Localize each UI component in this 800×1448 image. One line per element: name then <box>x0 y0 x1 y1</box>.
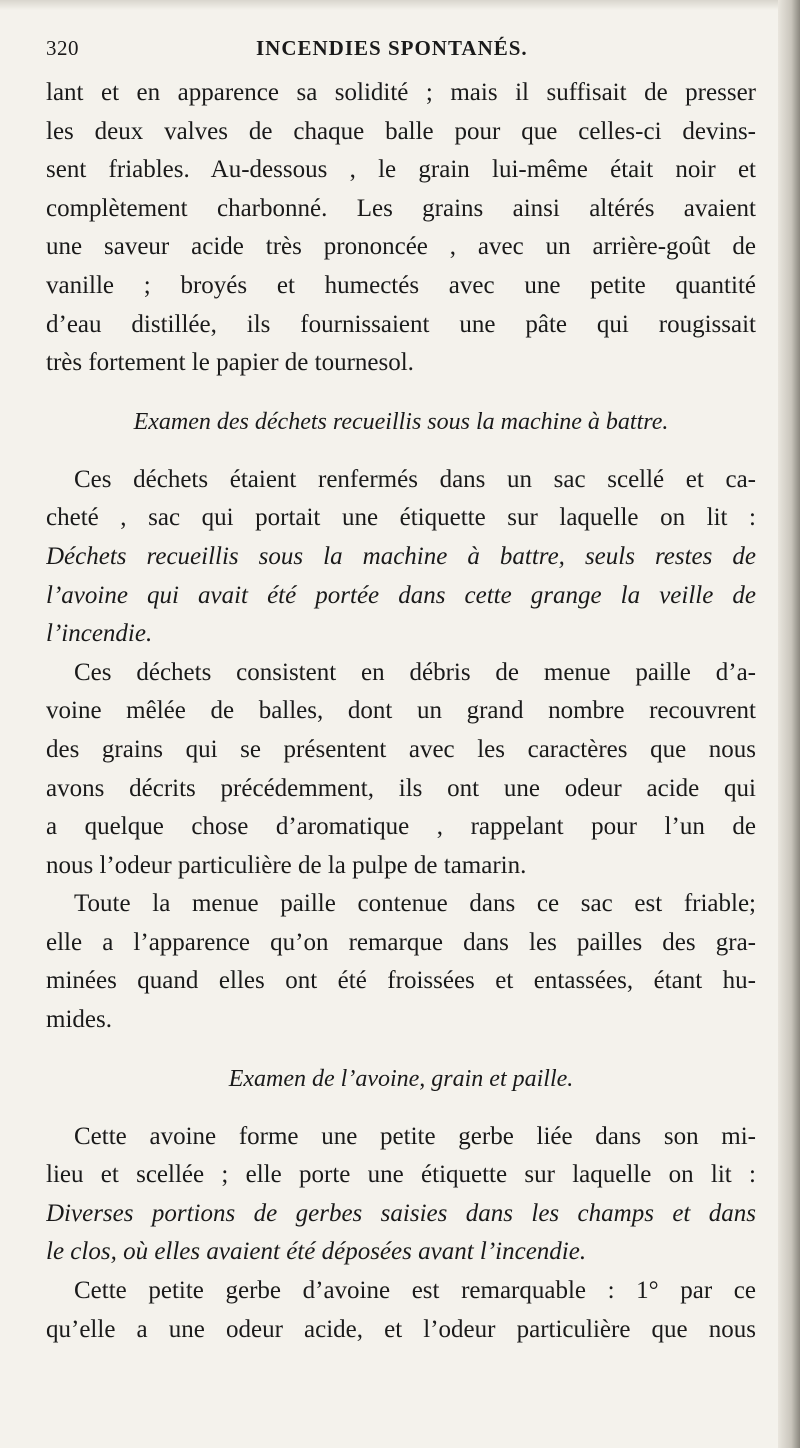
section-heading-avoine: Examen de l’avoine, grain et paille. <box>228 1065 574 1092</box>
page-number: 320 <box>46 36 79 60</box>
text-line: Cette avoine forme une petite gerbe liée dans son mi- <box>74 1122 756 1150</box>
paragraph-grain-description <box>46 74 756 383</box>
book-page <box>46 30 756 1349</box>
text-line: des grains qui se présentent avec les caractères que nous <box>46 735 756 763</box>
paragraph-sac-dechets <box>46 461 756 654</box>
text-line: sent friables. Au-dessous , le grain lui-même était noir et <box>46 156 756 184</box>
text-line: voine mêlée de balles, dont un grand nombre recouvrent <box>46 697 756 725</box>
page-fore-edge <box>778 0 800 1448</box>
text-line: elle a l’apparence qu’on remarque dans les pailles des gra- <box>46 928 756 956</box>
text-line: Ces déchets consistent en débris de menue paille d’a- <box>74 658 756 686</box>
paragraph-gerbe <box>46 1118 756 1272</box>
text-line: Cette petite gerbe d’avoine est remarquable : 1° par ce <box>74 1277 756 1305</box>
text-line: lieu et scellée ; elle porte une étiquette sur laquelle on lit : <box>46 1161 756 1189</box>
text-line: Ces déchets étaient renfermés dans un sac scellé et ca- <box>74 465 756 493</box>
running-title: INCENDIES SPONTANÉS. <box>256 36 528 60</box>
text-line: a quelque chose d’aromatique , rappelant pour l’un de <box>46 813 756 841</box>
text-line: minées quand elles ont été froissées et entassées, étant hu- <box>46 967 756 995</box>
text-line: vanille ; broyés et humectés avec une petite quantité <box>46 271 756 299</box>
text-line: lant et en apparence sa solidité ; mais il suffisait de presser <box>46 79 756 106</box>
label-quote-line: le clos, où elles avaient été déposées avant l’incendie. <box>46 1238 587 1266</box>
text-line: avons décrits précédemment, ils ont une odeur acide qui <box>46 774 756 802</box>
label-quote-line: l’avoine qui avait été portée dans cette grange la veille de <box>46 581 756 609</box>
text-line: les deux valves de chaque balle pour que celles-ci devins- <box>46 117 756 145</box>
text-line: complètement charbonné. Les grains ainsi altérés avaient <box>46 194 756 222</box>
paragraph-menue-paille <box>46 885 756 1039</box>
section-heading-dechets: Examen des déchets recueillis sous la machine à battre. <box>133 408 669 435</box>
running-head <box>46 30 756 74</box>
label-quote-line: l’incendie. <box>46 620 153 648</box>
text-line: qu’elle a une odeur acide, et l’odeur particulière que nous <box>46 1315 756 1343</box>
text-line: mides. <box>46 1006 112 1034</box>
paragraph-debris <box>46 654 756 886</box>
text-line: cheté , sac qui portait une étiquette sur laquelle on lit : <box>46 504 756 532</box>
text-line: une saveur acide très prononcée , avec un arrière-goût de <box>46 233 756 261</box>
label-quote-line: Déchets recueillis sous la machine à battre, seuls restes de <box>46 542 756 570</box>
text-line: nous l’odeur particulière de la pulpe de tamarin. <box>46 851 527 879</box>
label-quote-line: Diverses portions de gerbes saisies dans les champs et dans <box>46 1199 756 1227</box>
text-line: d’eau distillée, ils fournissaient une pâte qui rougissait <box>46 310 756 338</box>
paragraph-remarquable <box>46 1272 756 1349</box>
text-line: Toute la menue paille contenue dans ce sac est friable; <box>74 890 756 918</box>
text-line: très fortement le papier de tournesol. <box>46 349 414 377</box>
page-top-edge <box>0 0 800 10</box>
